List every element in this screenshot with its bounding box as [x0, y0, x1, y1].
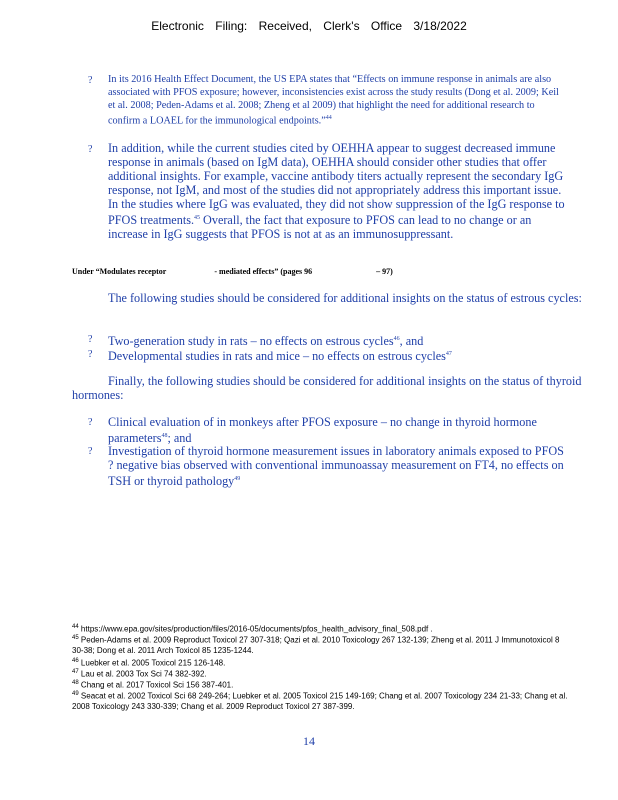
footnote-ref-49: 49: [234, 476, 241, 482]
footnote-text: Luebker et al. 2005 Toxicol 215 126-148.: [80, 658, 226, 668]
footnote-text: Seacat et al. 2002 Toxicol Sci 68 249-264; Luebker et al. 2005 Toxicol 215 149-169; Chang et al. 2007 Toxicology 234 21-33; Chang et al. 2008 Toxicology 243 330-339; Chang et al. 2009 Reproduct Toxicol 27 387-399.: [72, 691, 568, 711]
oehha-immune-paragraph: [108, 141, 568, 241]
footnote-text[interactable]: https://www.epa.gov/sites/production/files/2016-05/documents/pfos_health_advisory_final_508.pdf .: [80, 624, 433, 634]
bullet-marker: ?: [88, 349, 93, 360]
bullet-marker: ?: [88, 144, 93, 155]
epa-quote-paragraph: [108, 73, 568, 127]
epa-quote-text: In its 2016 Health Effect Document, the US EPA states that “Effects on immune response in animals are also associated with PFOS exposure; however, inconsistencies exist across the study results (Dong et al. 2009; Keil et al. 2008; Peden-Adams et al. 2008; Zheng et al 2009) that highlight the need for additional research to confirm a LOAEL for the immunological endpoints.”: [108, 74, 559, 127]
bullet-marker: ?: [88, 446, 93, 457]
footnote-45: [72, 633, 572, 656]
estrous-bullet-2-text: Developmental studies in rats and mice – no effects on estrous cycles: [108, 349, 446, 364]
thyroid-bullet-2-text: Investigation of thyroid hormone measurement issues in laboratory animals exposed to PFOS ? negative bias observed with conventional immunoassay measurement on FT4, no effects on TSH or thyroid pathology: [108, 444, 564, 489]
footnote-number: 46: [72, 658, 79, 664]
footnote-text: Chang et al. 2017 Toxicol Sci 156 387-401.: [80, 680, 234, 690]
filing-header: Electronic Filing: Received, Clerk's Office 3/18/2022: [151, 19, 467, 33]
estrous-bullet-1-tail: , and: [399, 334, 424, 349]
thyroid-bullet-1-tail: ; and: [167, 431, 192, 446]
footnote-number: 48: [72, 680, 79, 686]
thyroid-bullet-2: [108, 444, 568, 488]
thyroid-bullet-1-text: Clinical evaluation of in monkeys after PFOS exposure – no change in thyroid hormone parameters: [108, 415, 537, 446]
section-subheading: [72, 267, 393, 276]
footnote-text: Peden-Adams et al. 2009 Reproduct Toxicol 27 307-318; Qazi et al. 2010 Toxicology 267 132-139; Zheng et al. 2011 J Immunotoxicol 8 30-38; Dong et al. 2011 Arch Toxicol 85 1235-1244.: [72, 635, 560, 655]
bullet-marker: ?: [88, 417, 93, 428]
subheading-left: Under “Modulates receptor: [72, 267, 167, 276]
estrous-bullet-1-text: Two-generation study in rats – no effects on estrous cycles: [108, 334, 394, 349]
page-number: 14: [303, 734, 315, 748]
estrous-bullet-1: [108, 332, 568, 348]
footnote-ref-44: 44: [325, 115, 332, 121]
thyroid-intro: Finally, the following studies should be considered for additional insights on the status of thyroid hormones:: [72, 374, 582, 402]
footnote-number: 49: [72, 691, 79, 697]
estrous-intro: The following studies should be considered for additional insights on the status of estrous cycles:: [108, 291, 582, 305]
subheading-middle: - mediated effects” (pages 96: [214, 267, 313, 276]
footnote-ref-45: 45: [194, 215, 200, 221]
bullet-marker: ?: [88, 75, 93, 86]
footnote-ref-47: 47: [445, 351, 452, 357]
footnote-text: Lau et al. 2003 Tox Sci 74 382-392.: [80, 669, 207, 679]
estrous-bullet-2: [108, 347, 568, 363]
footnote-ref-48: 48: [161, 433, 168, 439]
footnote-number: 45: [72, 635, 79, 641]
footnote-number: 44: [72, 624, 79, 630]
oehha-immune-text: In addition, while the current studies cited by OEHHA appear to suggest decreased immune response in animals (based on IgM data), OEHHA should consider other studies that offer additional insights. For example, vaccine antibody titers actually represent the secondary IgG response, not IgM, and most of the studies did not appropriately address this important issue. In the studies where IgG was evaluated, they did not show suppression of the IgG response to PFOS treatments.: [108, 141, 565, 228]
footnote-number: 47: [72, 669, 79, 675]
footnote-49: [72, 689, 572, 712]
thyroid-bullet-1: [108, 415, 568, 445]
footnote-ref-46: 46: [393, 336, 400, 342]
subheading-right: – 97): [376, 267, 393, 276]
oehha-immune-text-2: Overall, the fact that exposure to PFOS can lead to no change or an increase in IgG suggests that PFOS is not at as an immunosuppressant.: [108, 213, 532, 242]
bullet-marker: ?: [88, 334, 93, 345]
